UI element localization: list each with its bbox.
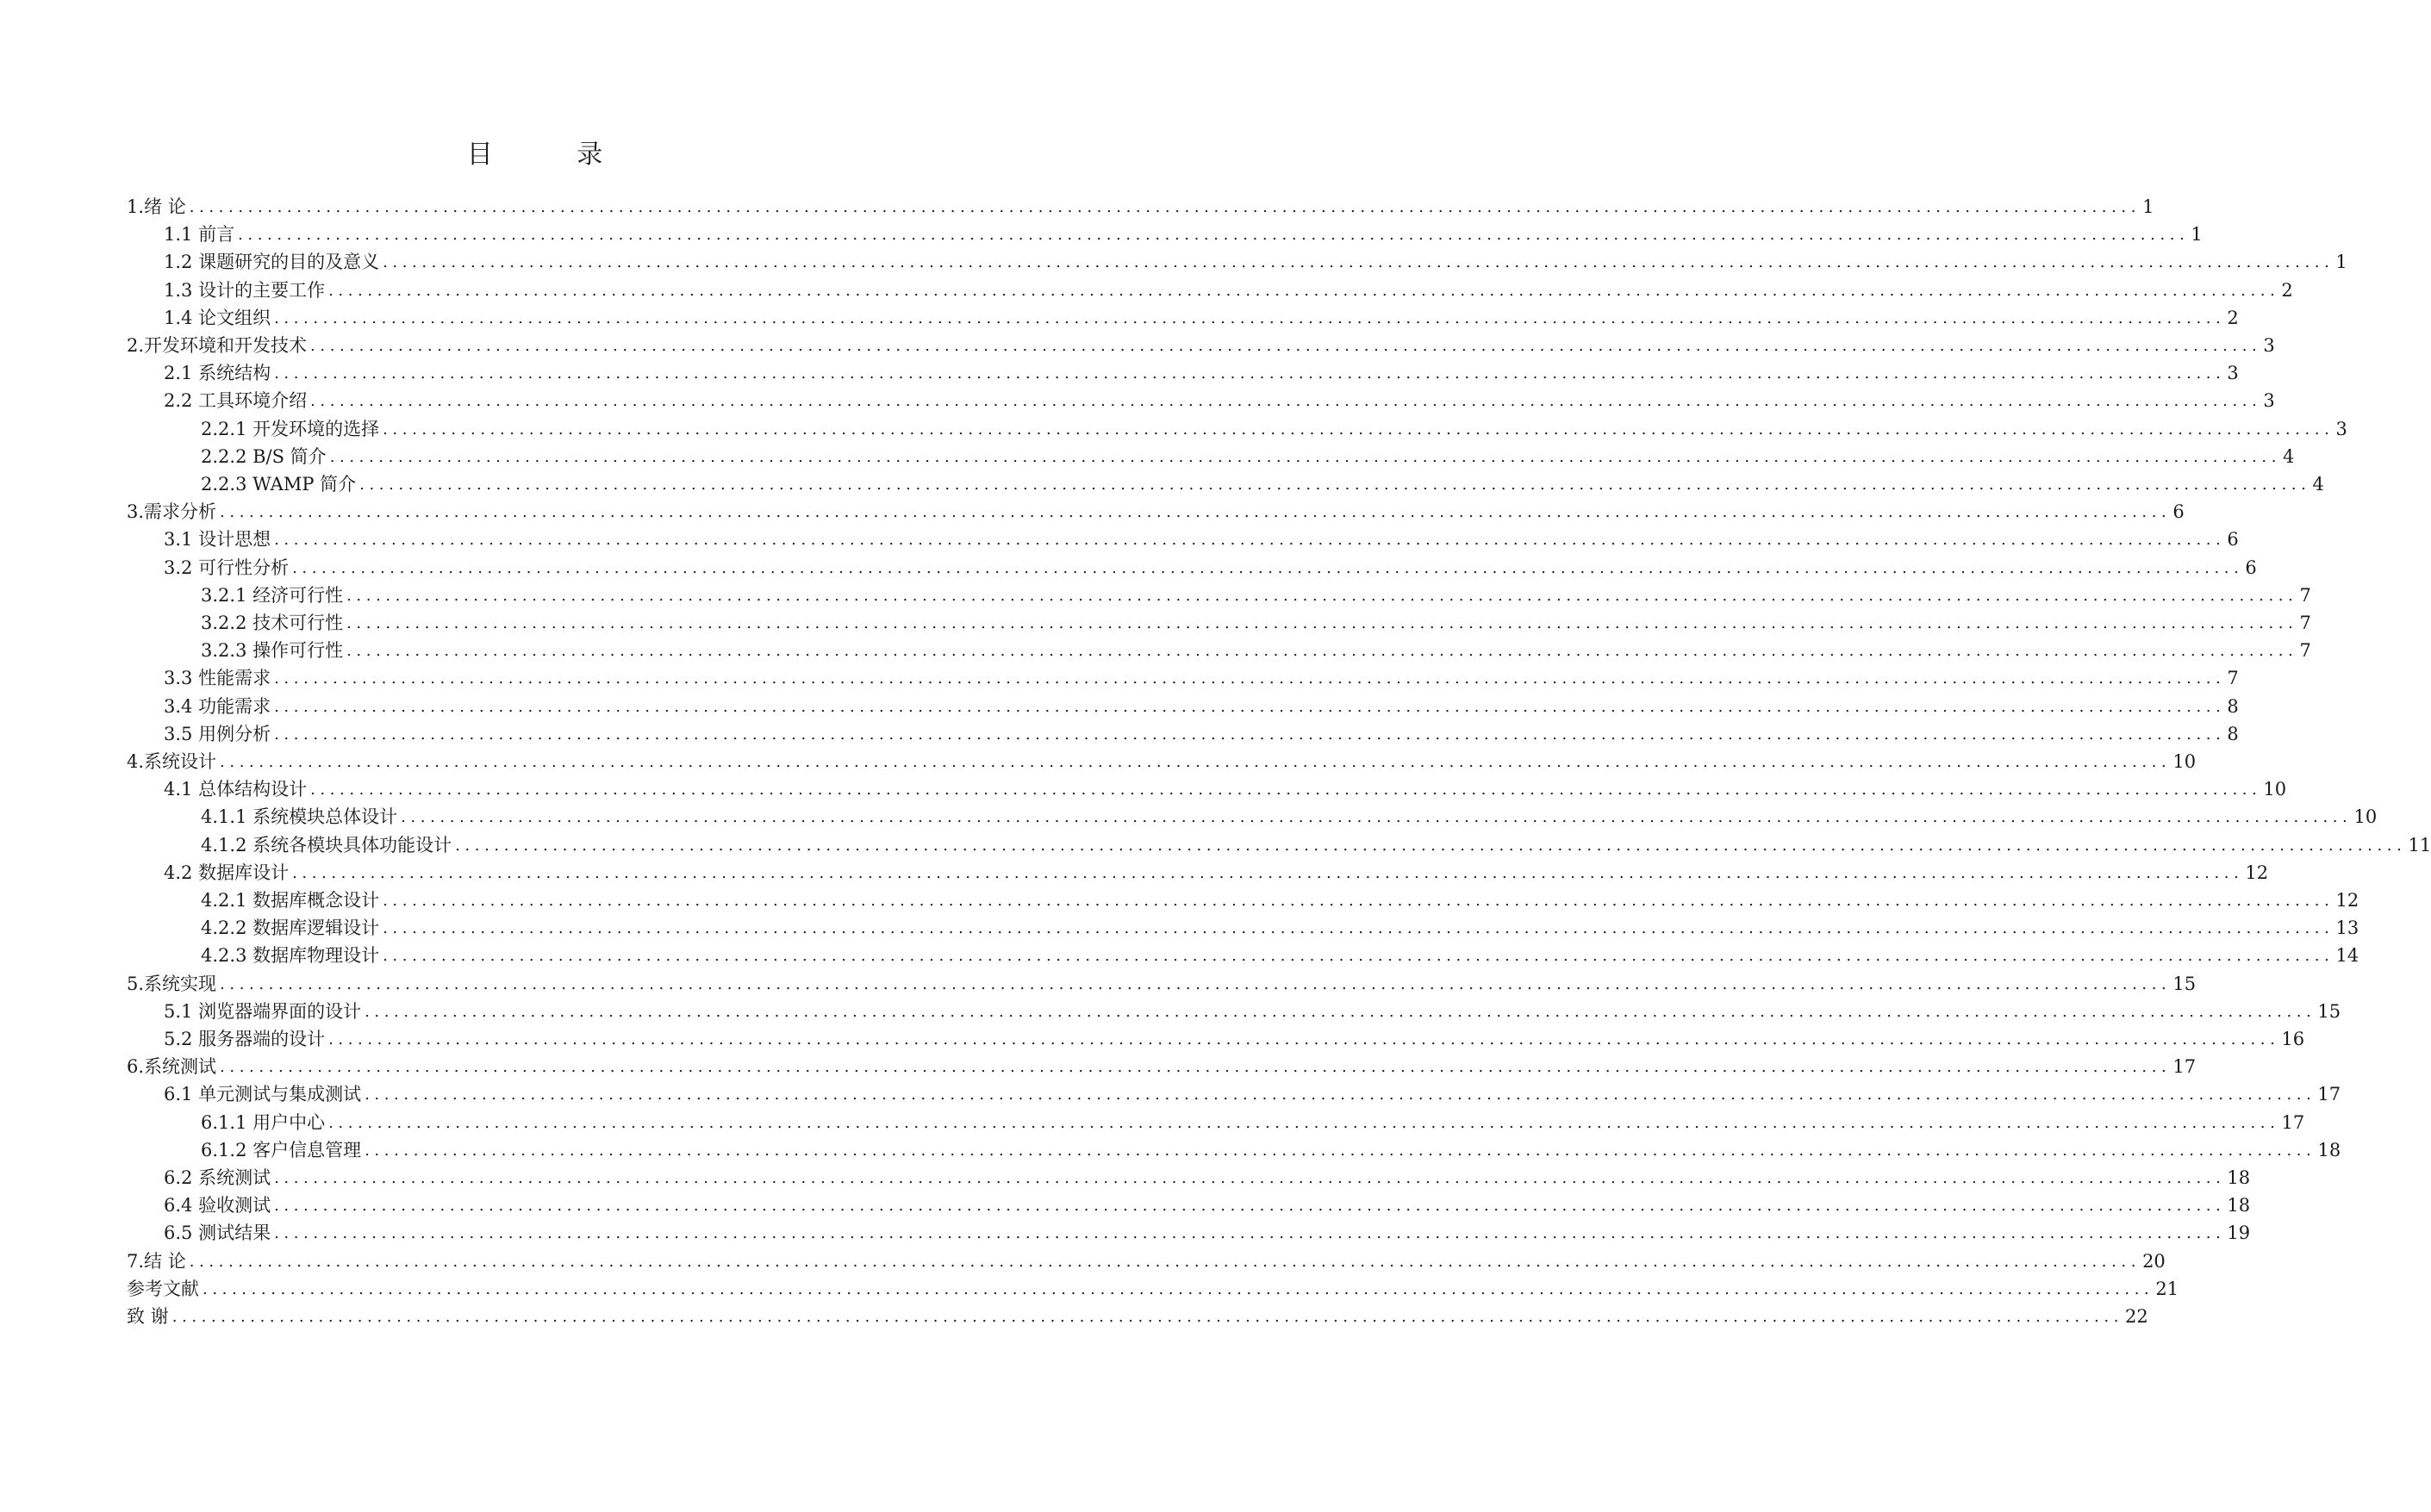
toc-entry (164, 663, 2239, 690)
toc-leader-dots: ........................................................................................................................................................................................................ (346, 586, 2298, 605)
toc-entry-page: 3 (2263, 335, 2275, 356)
toc-entry-label: 5.2 服务器端的设计 (164, 1029, 326, 1049)
toc-leader-dots: ........................................................................................................................................................................................................ (274, 697, 2226, 716)
toc-leader-dots: ........................................................................................................................................................................................................ (238, 226, 2190, 245)
toc-entry-page: 1 (2191, 224, 2203, 246)
toc-entry-label: 3.3 性能需求 (164, 668, 271, 689)
toc-leader-dots: ........................................................................................................................................................................................................ (346, 642, 2298, 661)
toc-leader-dots: ........................................................................................................................................................................................................ (328, 1030, 2280, 1048)
toc-entry-page: 4 (2283, 445, 2295, 467)
toc-entry-label: 1.2 课题研究的目的及意义 (164, 252, 380, 273)
toc-entry (164, 1024, 2305, 1051)
toc-entry (164, 552, 2257, 580)
toc-entry-page: 4 (2312, 474, 2324, 495)
toc-leader-dots: ........................................................................................................................................................................................................ (220, 1058, 2172, 1077)
toc-entry-label: 致 谢 (127, 1306, 169, 1327)
toc-entry-page: 13 (2335, 918, 2359, 939)
toc-entry-page: 10 (2172, 751, 2197, 772)
toc-leader-dots: ........................................................................................................................................................................................................ (220, 753, 2172, 771)
toc-entry (127, 968, 2197, 996)
toc-leader-dots: ........................................................................................................................................................................................................ (274, 364, 2226, 383)
toc-leader-dots: ........................................................................................................................................................................................................ (189, 1252, 2141, 1271)
toc-entry (201, 801, 2378, 829)
toc-leader-dots: ........................................................................................................................................................................................................ (383, 420, 2334, 439)
toc-entry (201, 830, 2431, 857)
toc-entry (127, 1273, 2179, 1301)
toc-entry-label: 2.2.1 开发环境的选择 (201, 418, 380, 439)
toc-entry-page: 6 (2227, 529, 2239, 551)
toc-entry-page: 7 (2227, 668, 2239, 689)
toc-leader-dots: ........................................................................................................................................................................................................ (365, 1141, 2316, 1160)
toc-leader-dots: ........................................................................................................................................................................................................ (310, 337, 2262, 355)
toc-leader-dots: ........................................................................................................................................................................................................ (274, 725, 2226, 744)
toc-leader-dots: ........................................................................................................................................................................................................ (383, 947, 2334, 966)
toc-entry (164, 385, 2275, 413)
toc-entry-label: 4.2 数据库设计 (164, 862, 290, 883)
toc-entry-label: 2.1 系统结构 (164, 363, 271, 384)
toc-entry-label: 5.系统实现 (127, 973, 217, 994)
toc-entry (201, 635, 2311, 663)
toc-entry (164, 857, 2269, 885)
toc-leader-dots: ........................................................................................................................................................................................................ (220, 974, 2172, 993)
toc-leader-dots: ........................................................................................................................................................................................................ (365, 1002, 2316, 1021)
toc-entry (201, 414, 2347, 441)
toc-entry-label: 4.1 总体结构设计 (164, 779, 308, 800)
toc-leader-dots: ........................................................................................................................................................................................................ (274, 1224, 2226, 1243)
toc-leader-dots: ........................................................................................................................................................................................................ (401, 808, 2353, 827)
toc-entry-label: 6.4 验收测试 (164, 1195, 271, 1216)
toc-entry (164, 1217, 2251, 1245)
toc-entry (164, 302, 2239, 330)
toc-entry-label: 4.2.3 数据库物理设计 (201, 945, 380, 967)
toc-entry-label: 2.开发环境和开发技术 (127, 335, 308, 356)
toc-entry (127, 1301, 2148, 1328)
toc-title: 目 录 (466, 140, 641, 170)
toc-entry (164, 1079, 2341, 1106)
toc-leader-dots: ........................................................................................................................................................................................................ (274, 1169, 2226, 1187)
toc-entry-page: 17 (2281, 1111, 2305, 1133)
toc-entry-page: 19 (2227, 1223, 2251, 1244)
toc-entry-label: 1.绪 论 (127, 196, 186, 217)
toc-entry-label: 2.2 工具环境介绍 (164, 390, 308, 412)
toc-entry (127, 746, 2197, 774)
toc-entry-page: 18 (2227, 1195, 2251, 1216)
toc-entry-label: 3.1 设计思想 (164, 529, 271, 551)
toc-entry-label: 3.2.3 操作可行性 (201, 640, 344, 662)
toc-leader-dots: ........................................................................................................................................................................................................ (189, 198, 2141, 216)
toc-leader-dots: ........................................................................................................................................................................................................ (220, 503, 2172, 522)
toc-entry-page: 10 (2353, 806, 2378, 828)
toc-entry-label: 3.5 用例分析 (164, 723, 271, 744)
toc-entry (164, 1162, 2251, 1190)
toc-leader-dots: ........................................................................................................................................................................................................ (171, 1308, 2124, 1326)
toc-entry-label: 3.2 可行性分析 (164, 557, 290, 578)
toc-leader-dots: ........................................................................................................................................................................................................ (328, 1113, 2280, 1132)
toc-leader-dots: ........................................................................................................................................................................................................ (274, 308, 2226, 327)
toc-leader-dots: ........................................................................................................................................................................................................ (292, 863, 2244, 882)
toc-entry (164, 524, 2239, 551)
toc-entry-label: 1.3 设计的主要工作 (164, 279, 326, 301)
toc-leader-dots: ........................................................................................................................................................................................................ (329, 447, 2282, 466)
toc-entry-label: 6.2 系统测试 (164, 1167, 271, 1188)
toc-entry (201, 607, 2311, 635)
toc-entry-page: 1 (2142, 196, 2154, 217)
toc-entry (164, 275, 2293, 302)
toc-leader-dots: ........................................................................................................................................................................................................ (203, 1279, 2154, 1298)
toc-entry (201, 469, 2324, 496)
toc-entry-page: 6 (2172, 501, 2185, 523)
toc-entry-page: 10 (2263, 779, 2287, 800)
toc-leader-dots: ........................................................................................................................................................................................................ (383, 919, 2334, 938)
toc-leader-dots: ........................................................................................................................................................................................................ (274, 1197, 2226, 1216)
toc-entry-label: 1.1 前言 (164, 224, 235, 246)
toc-entry-label: 3.2.2 技术可行性 (201, 613, 344, 633)
toc-entry (201, 441, 2295, 469)
toc-entry-label: 3.需求分析 (127, 501, 217, 523)
toc-entry-label: 5.1 浏览器端界面的设计 (164, 1000, 362, 1022)
toc-leader-dots: ........................................................................................................................................................................................................ (328, 281, 2280, 300)
toc-entry (164, 719, 2239, 746)
toc-entry-label: 6.1.1 用户中心 (201, 1111, 326, 1133)
toc-entry-label: 1.4 论文组织 (164, 307, 271, 328)
toc-entry-page: 20 (2142, 1250, 2166, 1272)
toc-entry-page: 8 (2227, 695, 2239, 717)
toc-entry (164, 996, 2341, 1024)
toc-leader-dots: ........................................................................................................................................................................................................ (292, 558, 2244, 577)
toc-entry-label: 6.系统测试 (127, 1056, 217, 1078)
toc-entry (164, 219, 2203, 246)
toc-entry (127, 1246, 2166, 1273)
toc-entry (164, 1190, 2251, 1217)
toc-entry-page: 17 (2172, 1056, 2197, 1078)
toc-entry-page: 8 (2227, 723, 2239, 744)
toc-entry (201, 1107, 2305, 1135)
toc-entry-page: 16 (2281, 1029, 2305, 1049)
toc-leader-dots: ........................................................................................................................................................................................................ (310, 781, 2262, 800)
toc-leader-dots: ........................................................................................................................................................................................................ (359, 476, 2311, 494)
toc-leader-dots: ........................................................................................................................................................................................................ (310, 392, 2262, 411)
toc-entry-label: 6.5 测试结果 (164, 1223, 271, 1244)
toc-leader-dots: ........................................................................................................................................................................................................ (274, 531, 2226, 550)
toc-entry-label: 4.1.2 系统各模块具体功能设计 (201, 834, 452, 856)
toc-entry-page: 12 (2245, 862, 2269, 883)
toc-entry (127, 496, 2185, 524)
toc-leader-dots: ........................................................................................................................................................................................................ (274, 669, 2226, 688)
toc-entry-page: 3 (2335, 418, 2347, 439)
toc-entry-label: 6.1.2 客户信息管理 (201, 1139, 362, 1160)
toc-entry-page: 11 (2408, 834, 2431, 856)
toc-entry-page: 1 (2335, 252, 2347, 273)
toc-entry (201, 885, 2359, 912)
toc-entry-page: 15 (2317, 1000, 2341, 1022)
toc-entry-label: 4.2.1 数据库概念设计 (201, 890, 380, 911)
toc-entry-page: 6 (2245, 557, 2257, 578)
toc-entry (164, 246, 2347, 274)
toc-entry-label: 4.2.2 数据库逻辑设计 (201, 918, 380, 939)
toc-entry-page: 7 (2299, 640, 2311, 662)
toc-entry-page: 2 (2227, 307, 2239, 328)
toc-entry-label: 2.2.2 B/S 简介 (201, 445, 327, 467)
toc-entry (127, 330, 2275, 358)
toc-entry-label: 4.1.1 系统模块总体设计 (201, 806, 398, 828)
toc-entry-label: 6.1 单元测试与集成测试 (164, 1084, 362, 1105)
toc-entry (164, 358, 2239, 385)
toc-entry-page: 17 (2317, 1084, 2341, 1105)
toc-entry-page: 7 (2299, 584, 2311, 606)
toc-entry (201, 912, 2359, 940)
toc-leader-dots: ........................................................................................................................................................................................................ (455, 836, 2407, 855)
toc-entry-page: 3 (2227, 363, 2239, 384)
toc-entry-label: 4.系统设计 (127, 751, 217, 772)
toc-entry-label: 2.2.3 WAMP 简介 (201, 474, 357, 495)
toc-entry-page: 14 (2335, 945, 2359, 967)
toc-leader-dots: ........................................................................................................................................................................................................ (383, 253, 2334, 272)
toc-entry-page: 22 (2125, 1306, 2148, 1327)
toc-leader-dots: ........................................................................................................................................................................................................ (365, 1086, 2316, 1104)
toc-leader-dots: ........................................................................................................................................................................................................ (383, 892, 2334, 910)
toc-entry (201, 1135, 2341, 1162)
toc-entry (201, 940, 2359, 968)
toc-leader-dots: ........................................................................................................................................................................................................ (346, 614, 2298, 632)
toc-entry-label: 3.4 功能需求 (164, 695, 271, 717)
toc-entry-page: 18 (2227, 1167, 2251, 1188)
toc-entry-label: 3.2.1 经济可行性 (201, 584, 344, 606)
toc-entry-page: 15 (2172, 973, 2197, 994)
toc-entry (164, 774, 2287, 801)
toc-entry-page: 18 (2317, 1139, 2341, 1160)
toc-entry-label: 7.结 论 (127, 1250, 186, 1272)
toc-entry (201, 580, 2311, 607)
toc-entry (164, 691, 2239, 719)
toc-entry-page: 21 (2155, 1278, 2179, 1299)
toc-entry-page: 3 (2263, 390, 2275, 412)
toc-entry (127, 1051, 2197, 1079)
toc-entry-page: 7 (2299, 613, 2311, 633)
toc-entry-page: 12 (2335, 890, 2359, 911)
toc-entry-label: 参考文献 (127, 1278, 199, 1299)
toc-entry-page: 2 (2281, 279, 2293, 301)
toc-entry (127, 191, 2154, 219)
